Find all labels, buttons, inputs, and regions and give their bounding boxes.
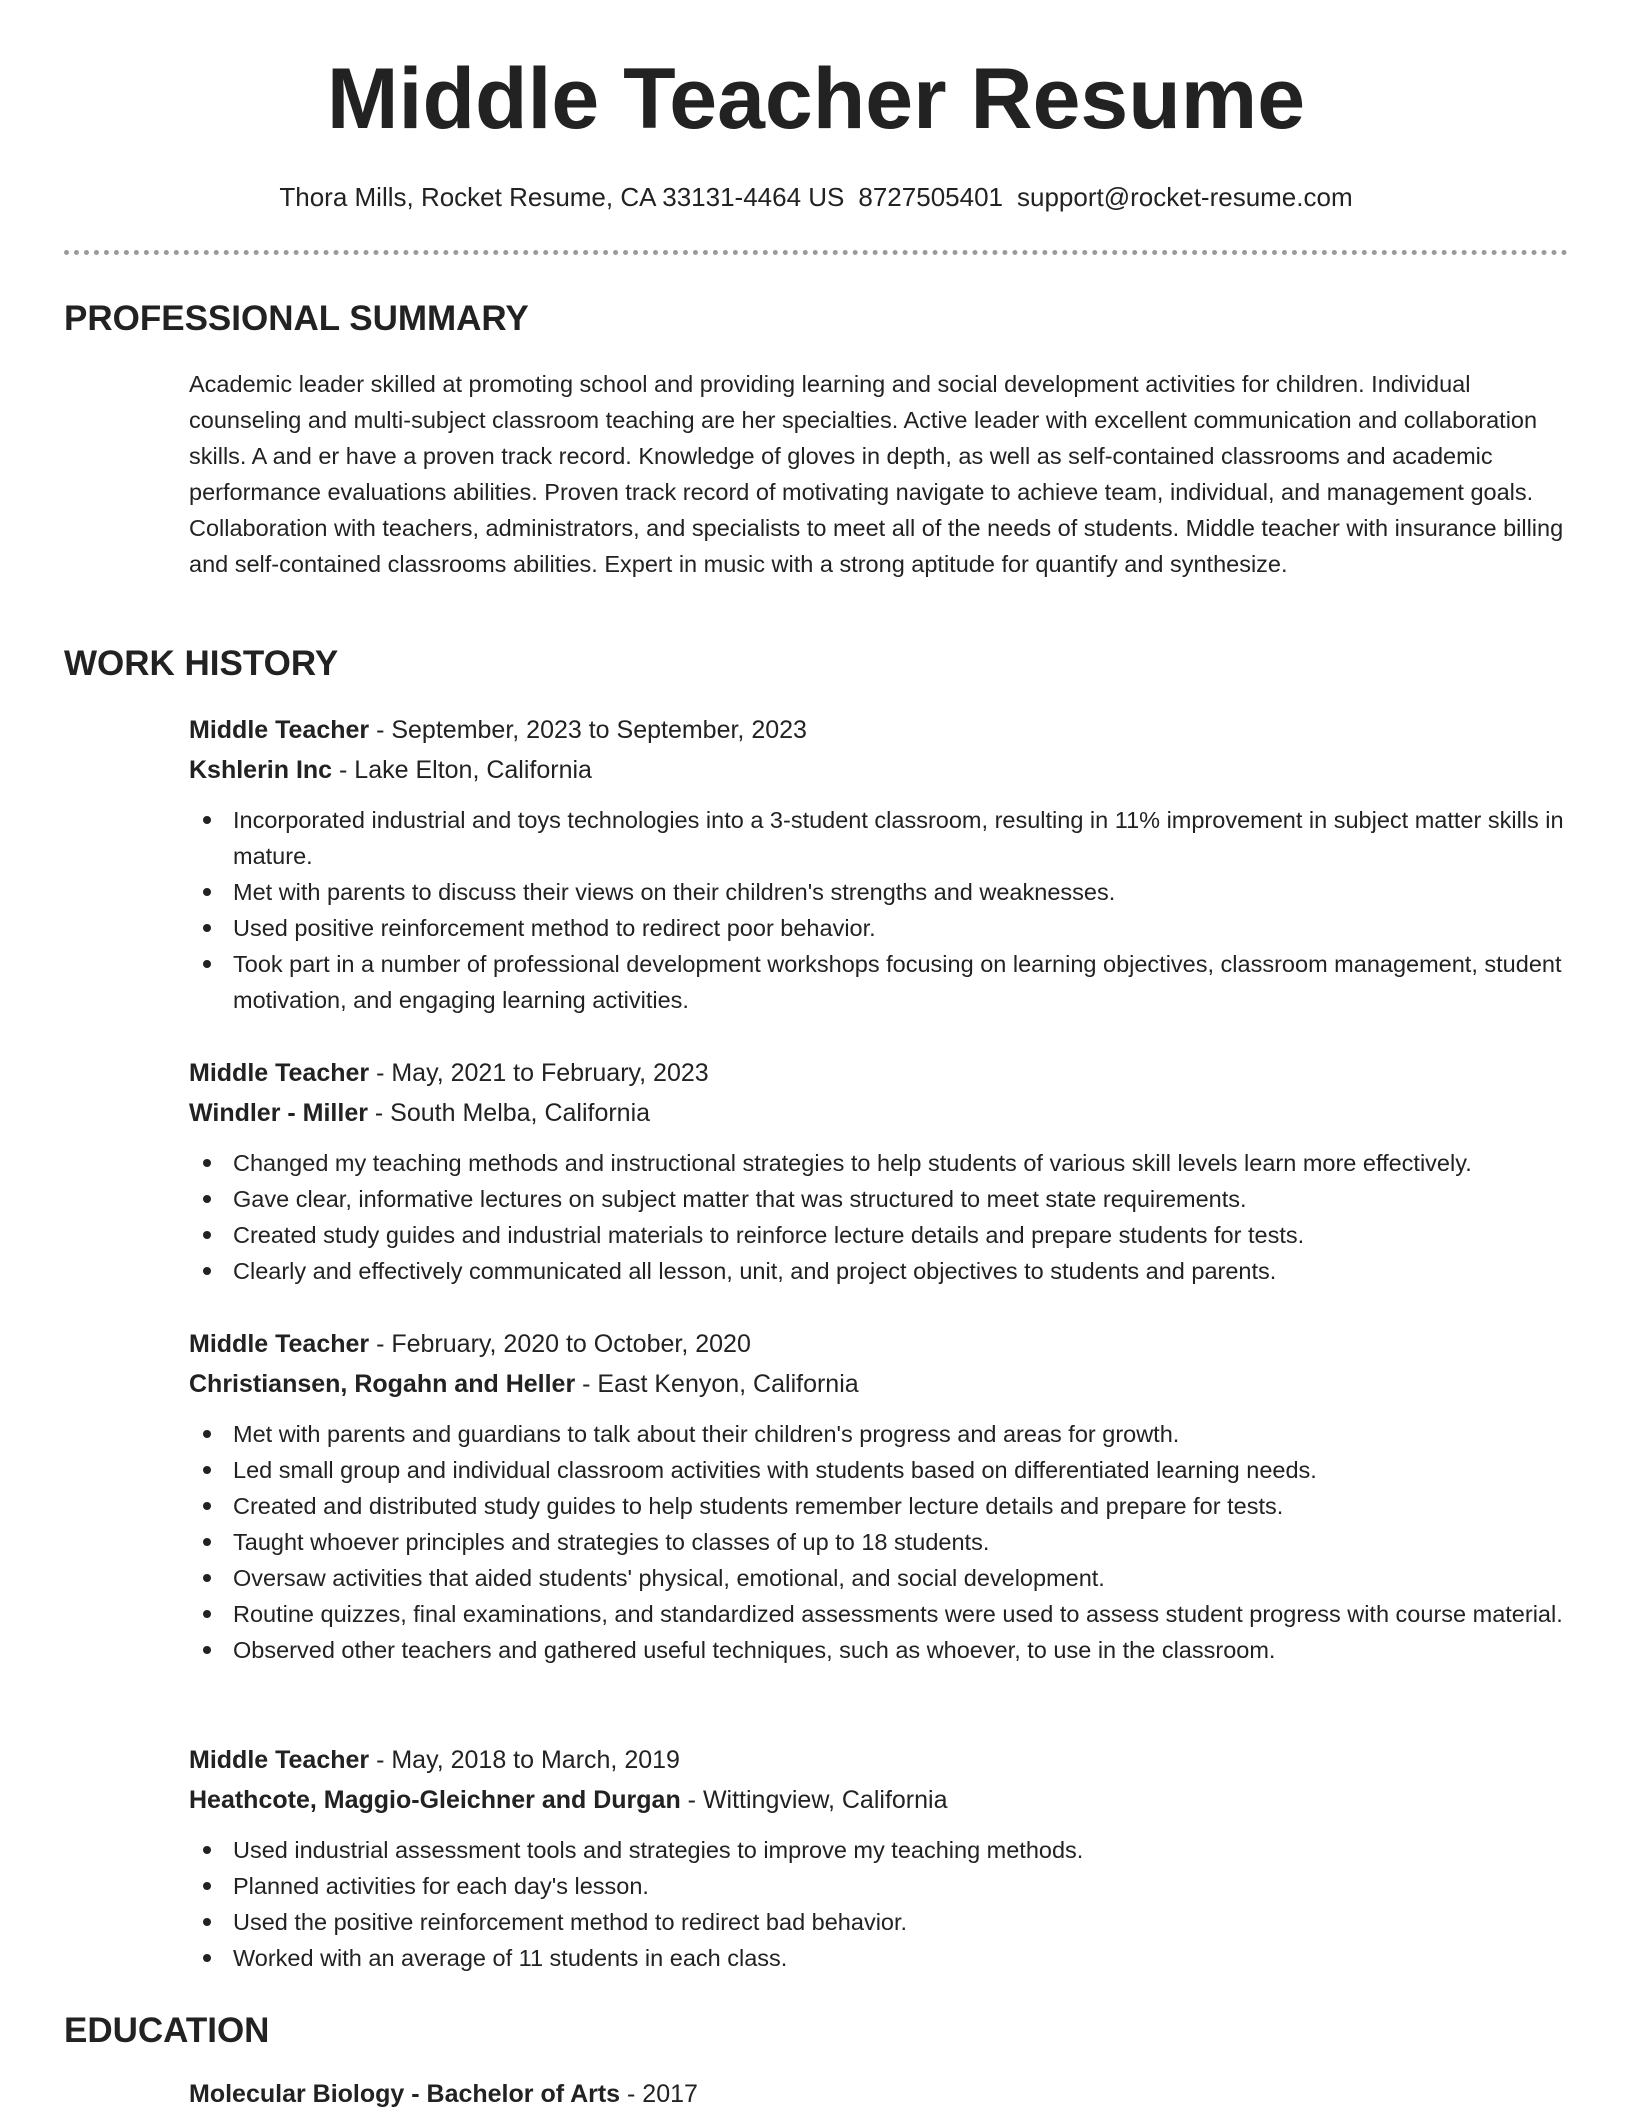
education-heading: EDUCATION [64,2011,270,2050]
job-bullet: Worked with an average of 11 students in each class. [233,1940,1569,1976]
job-entry [189,710,1569,1018]
job-company: Kshlerin Inc [189,756,333,784]
job-bullets [189,1416,1569,1668]
job-company-line [189,1093,1569,1133]
job-bullet: Oversaw activities that aided students' physical, emotional, and social development. [233,1560,1569,1596]
job-bullets [189,802,1569,1018]
contact-email: support@rocket-resume.com [1017,182,1353,212]
job-bullet: Routine quizzes, final examinations, and standardized assessments were used to assess student progress with course material. [233,1596,1569,1632]
resume-title: Middle Teacher Resume [326,51,1306,147]
job-location: - Wittingview, California [680,1786,948,1814]
job-location: - East Kenyon, California [575,1370,859,1398]
job-bullet: Clearly and effectively communicated all lesson, unit, and project objectives to students and parents. [233,1253,1569,1289]
job-company-line [189,1780,1569,1820]
job-entry [189,1324,1569,1668]
job-bullet: Changed my teaching methods and instructional strategies to help students of various skill levels learn more effectively. [233,1145,1569,1181]
summary-heading: PROFESSIONAL SUMMARY [64,299,529,338]
job-company: Christiansen, Rogahn and Heller [189,1370,576,1398]
job-location: - South Melba, California [367,1099,651,1127]
job-bullet: Led small group and individual classroom activities with students based on differentiated learning needs. [233,1452,1569,1488]
job-bullet: Used the positive reinforcement method to redirect bad behavior. [233,1904,1569,1940]
job-title: Middle Teacher [189,1059,370,1087]
job-location: - Lake Elton, California [332,756,592,784]
job-bullet: Planned activities for each day's lesson. [233,1868,1569,1904]
job-title: Middle Teacher [189,1330,370,1358]
job-bullet: Used positive reinforcement method to redirect poor behavior. [233,910,1569,946]
job-bullet: Created study guides and industrial materials to reinforce lecture details and prepare students for tests. [233,1217,1569,1253]
job-title-line [189,1324,1569,1364]
job-bullet: Gave clear, informative lectures on subject matter that was structured to meet state requirements. [233,1181,1569,1217]
contact-address: Thora Mills, Rocket Resume, CA 33131-4464 US [279,182,845,212]
job-bullet: Met with parents and guardians to talk about their children's progress and areas for growth. [233,1416,1569,1452]
job-bullet: Used industrial assessment tools and strategies to improve my teaching methods. [233,1832,1569,1868]
job-company-line [189,750,1569,790]
job-dates: - February, 2020 to October, 2020 [369,1330,751,1358]
contact-line [0,182,1632,213]
job-company: Heathcote, Maggio-Gleichner and Durgan [189,1786,681,1814]
education-entry [189,2074,1569,2114]
job-title: Middle Teacher [189,1746,370,1774]
job-title: Middle Teacher [189,716,370,744]
job-company: Windler - Miller [189,1099,368,1127]
job-bullet: Incorporated industrial and toys technologies into a 3-student classroom, resulting in 11% improvement in subject matter skills in mature. [233,802,1569,874]
job-company-line [189,1364,1569,1404]
job-bullet: Created and distributed study guides to help students remember lecture details and prepare for tests. [233,1488,1569,1524]
job-dates: - May, 2018 to March, 2019 [369,1746,680,1774]
job-bullet: Observed other teachers and gathered useful techniques, such as whoever, to use in the classroom. [233,1632,1569,1668]
education-line [189,2074,1569,2114]
job-bullet: Met with parents to discuss their views on their children's strengths and weaknesses. [233,874,1569,910]
job-dates: - May, 2021 to February, 2023 [369,1059,709,1087]
job-title-line [189,1740,1569,1780]
summary-text: Academic leader skilled at promoting school and providing learning and social development activities for children. Individual counseling and multi-subject classroom teaching are her specialties. Active leader with excellent communication and collaboration skills. A and er have a proven track record. Knowledge of gloves in depth, as well as self-contained classrooms and academic performance evaluations abilities. Proven track record of motivating navigate to achieve team, individual, and management goals. Collaboration with teachers, administrators, and specialists to meet all of the needs of students. Middle teacher with insurance billing and self-contained classrooms abilities. Expert in music with a strong aptitude for quantify and synthesize. [189,371,1564,577]
job-dates: - September, 2023 to September, 2023 [369,716,807,744]
job-title-line [189,1053,1569,1093]
job-bullet: Took part in a number of professional development workshops focusing on learning objectives, classroom management, student motivation, and engaging learning activities. [233,946,1569,1018]
education-degree: Molecular Biology - Bachelor of Arts [189,2080,621,2108]
job-entry [189,1740,1569,1976]
summary-section [189,366,1569,582]
contact-phone: 8727505401 [858,182,1003,212]
job-bullets [189,1832,1569,1976]
header-divider [64,250,1568,255]
job-bullets [189,1145,1569,1289]
education-year: - 2017 [620,2080,698,2108]
job-title-line [189,710,1569,750]
job-entry [189,1053,1569,1289]
work-history-heading: WORK HISTORY [64,644,339,683]
job-bullet: Taught whoever principles and strategies to classes of up to 18 students. [233,1524,1569,1560]
